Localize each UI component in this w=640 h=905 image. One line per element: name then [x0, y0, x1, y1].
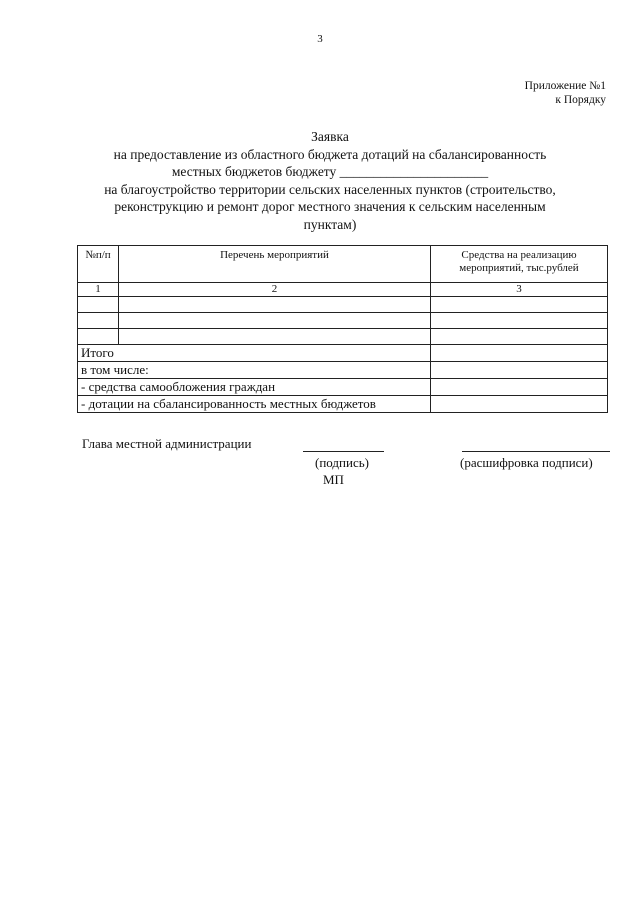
subsidy-value-cell — [431, 396, 608, 413]
header-funds: Средства на реализацию мероприятий, тыс.рублей — [431, 246, 608, 283]
title-line-3: местных бюджетов бюджету ______________________ — [171, 164, 489, 180]
table-cell — [431, 313, 608, 329]
self-taxation-label: - средства самообложения граждан — [78, 379, 431, 396]
title-line-4: на благоустройство территории сельских населенных пунктов (строительство, — [104, 181, 556, 197]
table-cell — [431, 329, 608, 345]
header-number: №п/п — [78, 246, 119, 283]
self-taxation-row — [78, 379, 608, 396]
table-cell — [119, 297, 431, 313]
signature-line — [303, 451, 384, 452]
document-title — [60, 128, 600, 234]
total-row — [78, 345, 608, 362]
title-line-6: пунктам) — [303, 216, 357, 232]
signature-caption: (подпись) — [315, 455, 369, 470]
table-row — [78, 297, 608, 313]
including-row — [78, 362, 608, 379]
appendix-note — [525, 79, 606, 107]
table-header-row — [78, 246, 608, 283]
column-number-2: 2 — [119, 283, 431, 297]
table-numbering-row — [78, 283, 608, 297]
title-line-1: Заявка — [311, 129, 349, 144]
column-number-1: 1 — [78, 283, 119, 297]
table-row — [78, 313, 608, 329]
table-cell — [431, 297, 608, 313]
appendix-line-2: к Порядку — [555, 94, 606, 106]
subsidy-label: - дотации на сбалансированность местных бюджетов — [78, 396, 431, 413]
subsidy-row — [78, 396, 608, 413]
title-line-5: реконструкцию и ремонт дорог местного значения к сельским населенным — [114, 199, 546, 215]
including-label: в том числе: — [78, 362, 431, 379]
activities-table — [77, 245, 608, 413]
page-number: 3 — [317, 33, 323, 45]
table-cell — [119, 313, 431, 329]
table-cell — [78, 313, 119, 329]
signature-decode-caption: (расшифровка подписи) — [460, 455, 593, 470]
title-line-2: на предоставление из областного бюджета дотаций на сбалансированность — [113, 146, 547, 162]
total-label: Итого — [78, 345, 431, 362]
stamp-label: МП — [323, 472, 344, 487]
table-cell — [78, 329, 119, 345]
header-activities: Перечень мероприятий — [119, 246, 431, 283]
signature-decode-line — [462, 451, 610, 452]
table-cell — [119, 329, 431, 345]
appendix-line-1: Приложение №1 — [524, 80, 606, 92]
table-cell — [78, 297, 119, 313]
table-row — [78, 329, 608, 345]
total-value-cell — [431, 345, 608, 362]
head-of-administration-label: Глава местной администрации — [82, 436, 252, 451]
column-number-3: 3 — [431, 283, 608, 297]
including-value-cell — [431, 362, 608, 379]
self-taxation-value-cell — [431, 379, 608, 396]
